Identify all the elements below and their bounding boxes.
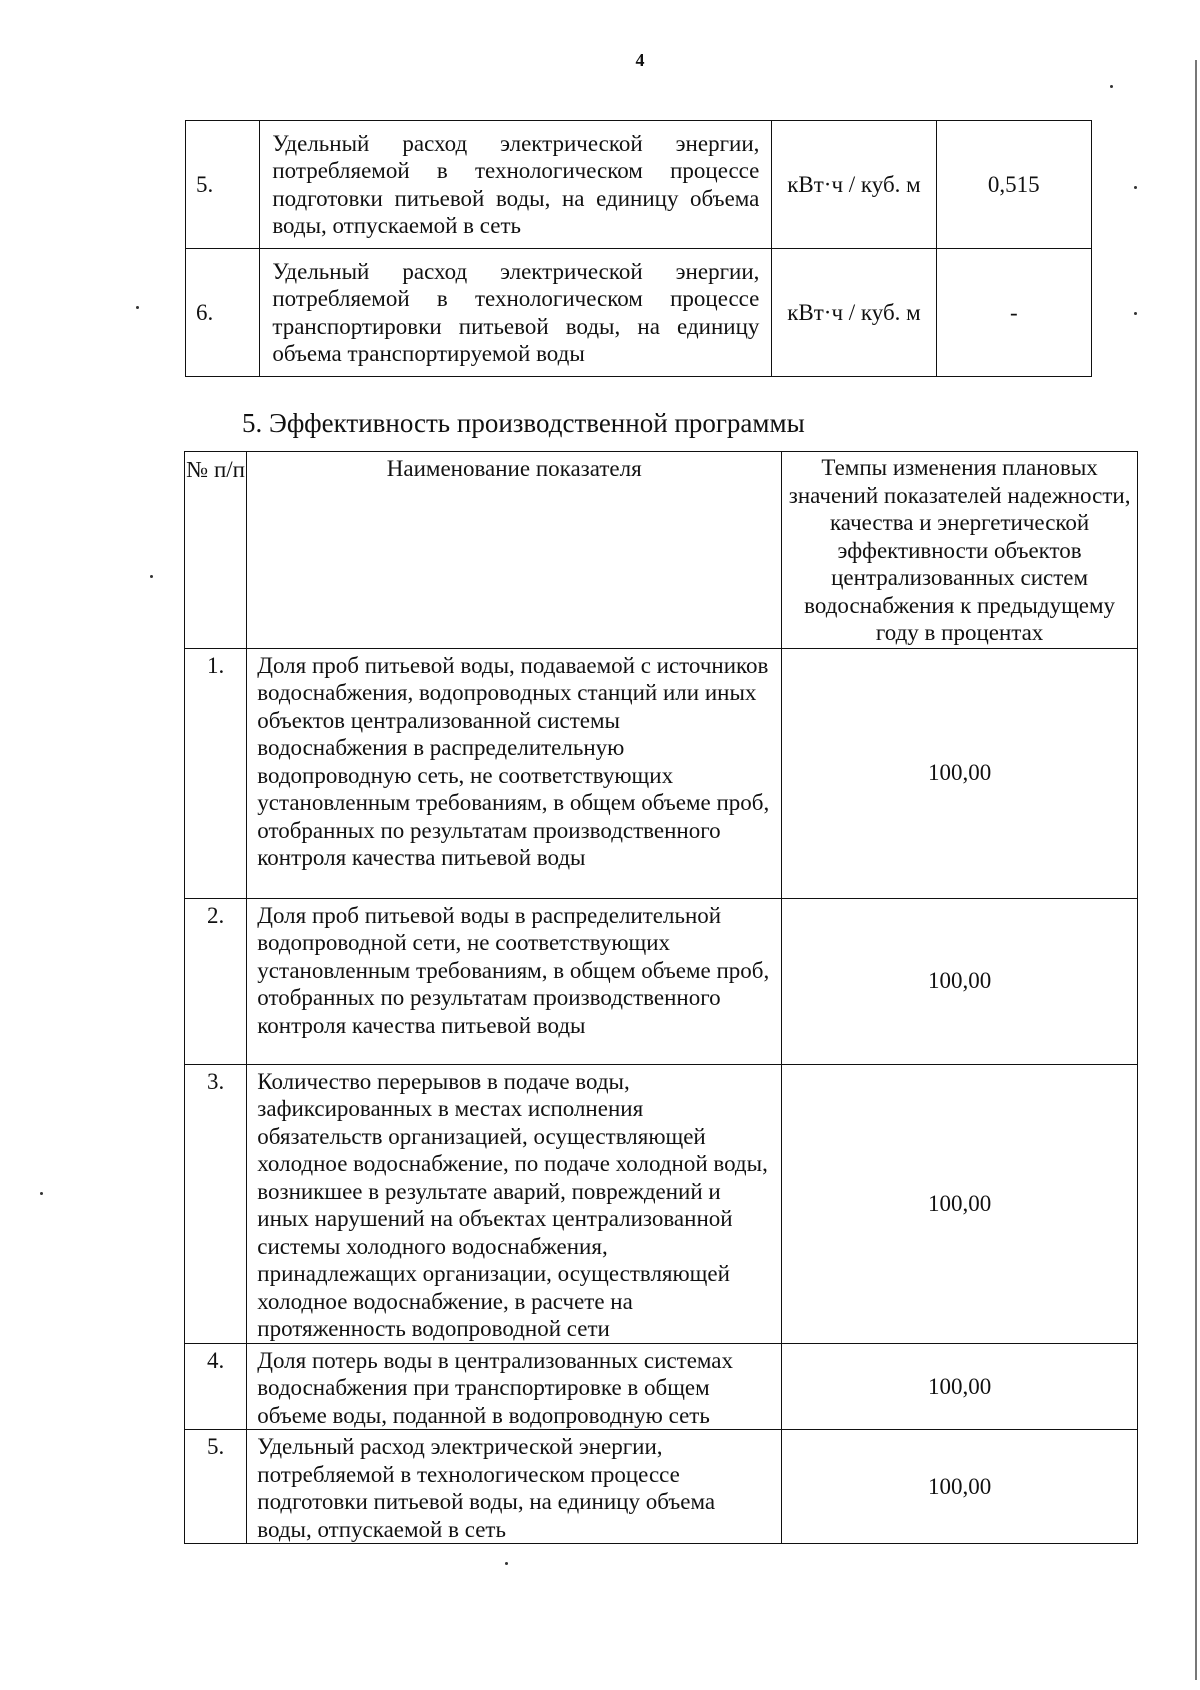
header-number: № п/п xyxy=(185,452,247,649)
indicator-name: Доля потерь воды в централизованных системах водоснабжения при транспортировке в общем объеме воды, поданной в водопроводную сеть xyxy=(247,1343,782,1430)
table-row xyxy=(185,1430,1138,1544)
indicator-name: Количество перерывов в подаче воды, зафиксированных в местах исполнения обязательств организацией, осуществляющей холодное водоснабжение, по подаче холодной воды, возникшее в результате аварий, повреждений и иных нарушений на объектах централизованной системы холодного водоснабжения, принадлежащих организации, осуществляющей холодное водоснабжение, в расчете на протяженность водопроводной сети xyxy=(247,1064,782,1343)
row-number: 2. xyxy=(185,898,247,1064)
header-value: Темпы изменения плановых значений показателей надежности, качества и энергетической эффективности объектов централизованных систем водоснабжения к предыдущему году в процентах xyxy=(782,452,1138,649)
indicator-value: 100,00 xyxy=(782,1430,1138,1544)
indicator-name: Удельный расход электрической энергии, потребляемой в технологическом процессе подготовки питьевой воды, на единицу объема воды, отпускаемой в сеть xyxy=(260,121,772,249)
scan-speck xyxy=(1110,85,1113,88)
indicator-unit: кВт·ч / куб. м xyxy=(772,249,936,377)
scan-speck xyxy=(505,1562,508,1565)
row-number: 4. xyxy=(185,1343,247,1430)
indicator-value: - xyxy=(936,249,1091,377)
indicator-name: Удельный расход электрической энергии, потребляемой в технологическом процессе транспортировки питьевой воды, на единицу объема транспортируемой воды xyxy=(260,249,772,377)
table-row xyxy=(185,1343,1138,1430)
row-number: 5. xyxy=(185,1430,247,1544)
indicator-value: 100,00 xyxy=(782,1343,1138,1430)
table-header-row xyxy=(185,452,1138,649)
scan-speck xyxy=(136,306,139,309)
scan-speck xyxy=(40,1192,43,1195)
row-number: 1. xyxy=(185,648,247,898)
indicators-table xyxy=(185,120,1092,377)
page-number: 4 xyxy=(635,50,645,70)
table-row xyxy=(186,249,1092,377)
table-row xyxy=(185,648,1138,898)
section-title: 5. Эффективность производственной программы xyxy=(242,408,805,438)
table-row xyxy=(186,121,1092,249)
row-number: 3. xyxy=(185,1064,247,1343)
row-number: 5. xyxy=(186,121,260,249)
table-row xyxy=(185,898,1138,1064)
indicator-value: 100,00 xyxy=(782,648,1138,898)
header-name: Наименование показателя xyxy=(247,452,782,649)
indicator-value: 100,00 xyxy=(782,1064,1138,1343)
row-number: 6. xyxy=(186,249,260,377)
scan-speck xyxy=(1134,312,1137,315)
efficiency-table xyxy=(184,451,1138,1544)
indicator-value: 100,00 xyxy=(782,898,1138,1064)
scan-speck xyxy=(1134,186,1137,189)
indicator-name: Удельный расход электрической энергии, потребляемой в технологическом процессе подготовки питьевой воды, на единицу объема воды, отпускаемой в сеть xyxy=(247,1430,782,1544)
indicator-value: 0,515 xyxy=(936,121,1091,249)
scan-edge-line xyxy=(1195,60,1197,1680)
indicator-name: Доля проб питьевой воды, подаваемой с источников водоснабжения, водопроводных станций или иных объектов централизованной системы водоснабжения в распределительную водопроводную сеть, не соответствующих установленным требованиям, в общем объеме проб, отобранных по результатам производственного контроля качества питьевой воды xyxy=(247,648,782,898)
table-row xyxy=(185,1064,1138,1343)
scan-speck xyxy=(150,575,153,578)
indicator-name: Доля проб питьевой воды в распределительной водопроводной сети, не соответствующих установленным требованиям, в общем объеме проб, отобранных по результатам производственного контроля качества питьевой воды xyxy=(247,898,782,1064)
indicator-unit: кВт·ч / куб. м xyxy=(772,121,936,249)
